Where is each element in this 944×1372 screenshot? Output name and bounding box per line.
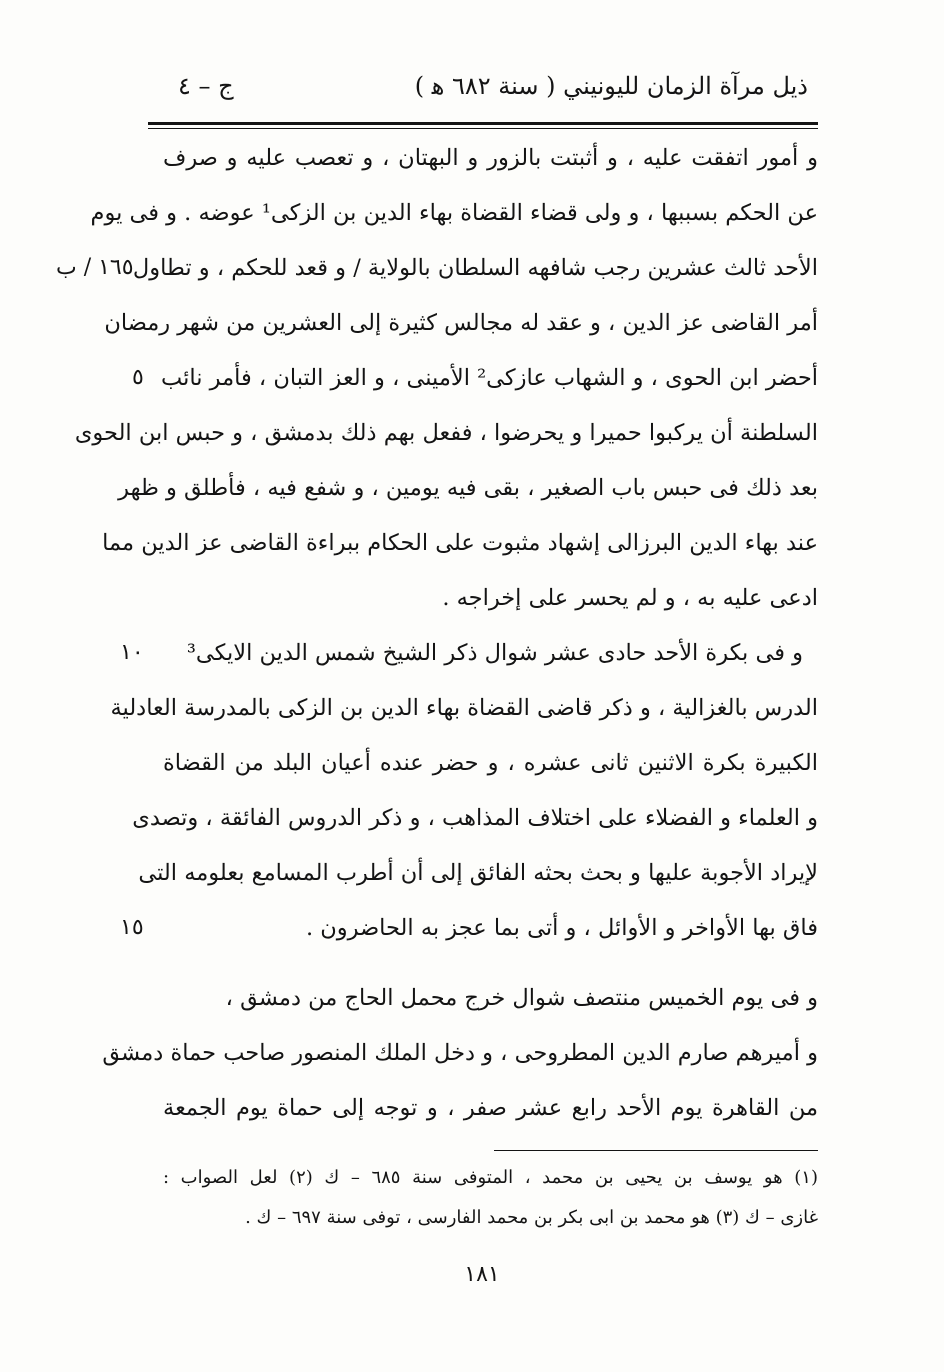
line-number-10: ١٠ xyxy=(120,640,144,665)
line-number-5: ٥ xyxy=(132,365,144,390)
text-line-7: بعد ذلك فى حبس باب الصغير ، بقى فيه يومين ، و شفع فيه ، فأطلق و ظهر xyxy=(118,475,818,501)
text-line-6: السلطنة أن يركبوا حميرا و يحرضوا ، ففعل بهم ذلك بدمشق ، و حبس ابن الحوى xyxy=(74,420,818,446)
text-line-16: و فى يوم الخميس منتصف شوال خرج محمل الحاج من دمشق ، xyxy=(225,985,818,1011)
line-number-15: ١٥ xyxy=(120,915,144,940)
running-header xyxy=(150,72,818,112)
text-line-14: لإيراد الأجوبة عليها و بحث بحثه الفائق إلى أن أطرب المسامع بعلومه التى xyxy=(138,860,818,886)
footnote-rule xyxy=(494,1150,818,1151)
text-line-5: أحضر ابن الحوى ، و الشهاب عازكى² الأمينى ، و العز التبان ، فأمر نائب xyxy=(161,365,818,391)
text-line-2: عن الحكم بسببها ، و ولى قضاء القضاة بهاء الدين بن الزكى¹ عوضه . و فى يوم xyxy=(90,200,818,226)
text-line-10: و فى بكرة الأحد حادى عشر شوال ذكر الشيخ شمس الدين الايكى³ xyxy=(186,640,803,666)
page-number: ١٨١ xyxy=(464,1262,500,1287)
text-line-1: و أمور اتفقت عليه ، و أثبتت بالزور و البهتان ، و تعصب عليه و صرف xyxy=(163,145,818,171)
text-line-12: الكبيرة بكرة الاثنين ثانى عشره ، و حضر عنده أعيان البلد من القضاة xyxy=(163,750,818,776)
footnote-line-2: غازى – ك (٣) هو محمد بن ابى بكر بن محمد الفارسى ، توفى سنة ٦٩٧ – ك . xyxy=(245,1207,818,1228)
text-line-3: الأحد ثالث عشرين رجب شافهه السلطان بالولاية / و قعد للحكم ، و تطاول xyxy=(132,255,818,281)
text-line-4: أمر القاضى عز الدين ، و عقد له مجالس كثيرة إلى العشرين من شهر رمضان xyxy=(104,310,818,336)
folio-marker: ١٦٥ / ب xyxy=(56,255,134,280)
text-line-18: من القاهرة يوم الأحد رابع عشر صفر ، و توجه إلى حماة يوم الجمعة xyxy=(163,1095,818,1121)
header-title: ذيل مرآة الزمان لليونيني ( سنة ٦٨٢ ﻫ ) xyxy=(414,72,808,100)
text-line-8: عند بهاء الدين البرزالى إشهاد مثبوت على الحكام ببراءة القاضى عز الدين مما xyxy=(102,530,818,556)
text-line-9: ادعى عليه به ، و لم يحسر على إخراجه . xyxy=(442,585,818,611)
header-volume: ج – ٤ xyxy=(178,72,234,100)
header-rule-thin xyxy=(148,128,818,129)
text-line-13: و العلماء و الفضلاء على اختلاف المذاهب ، و ذكر الدروس الفائقة ، وتصدى xyxy=(132,805,818,831)
text-line-11: الدرس بالغزالية ، و ذكر قاضى القضاة بهاء الدين بن الزكى بالمدرسة العادلية xyxy=(110,695,818,721)
header-rule-thick xyxy=(148,122,818,125)
text-line-17: و أميرهم صارم الدين المطروحى ، و دخل الملك المنصور صاحب حماة دمشق xyxy=(102,1040,818,1066)
text-line-15: فاق بها الأواخر و الأوائل ، و أتى بما عجز به الحاضرون . xyxy=(305,915,818,941)
footnote-line-1: (١) هو يوسف بن يحيى بن محمد ، المتوفى سنة ٦٨٥ – ك (٢) لعل الصواب : xyxy=(163,1167,818,1188)
